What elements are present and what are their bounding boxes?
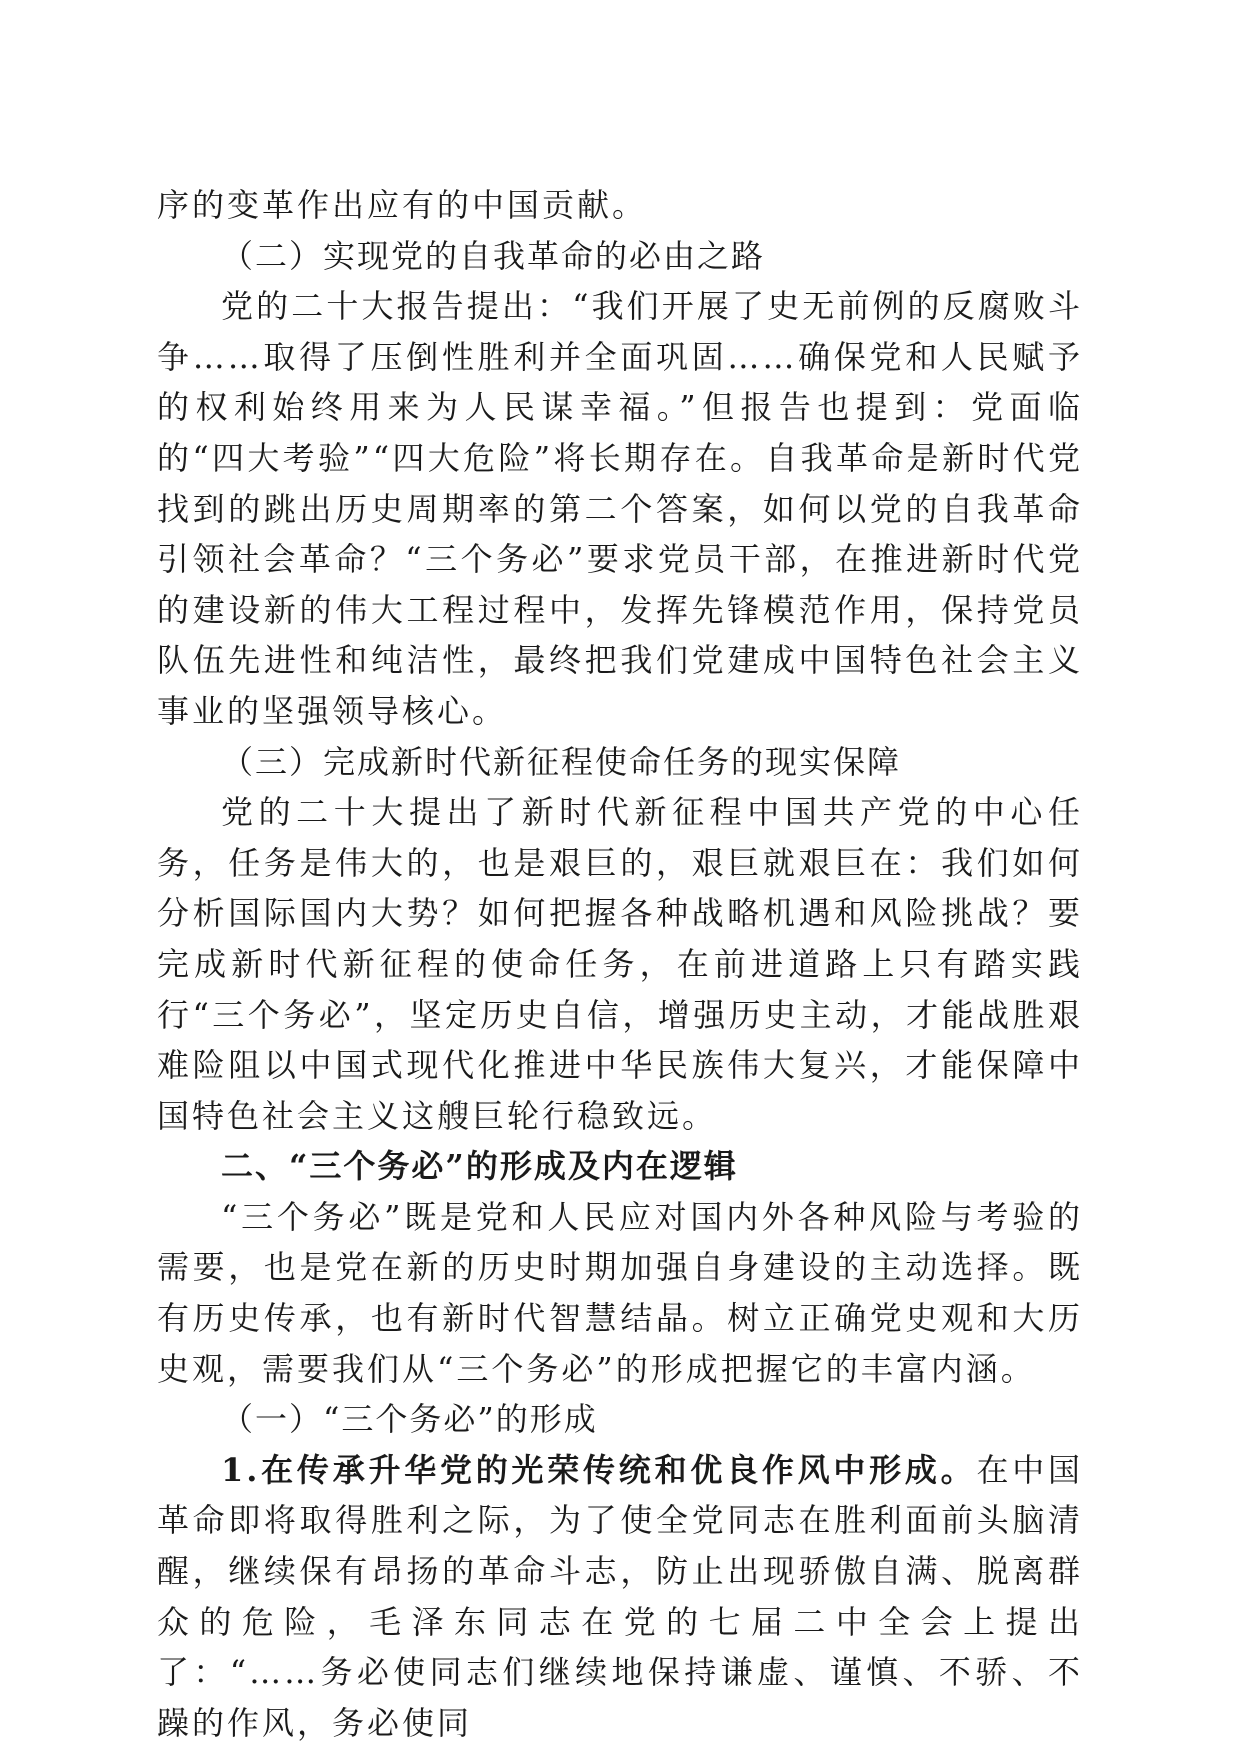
paragraph-lead-sentence: 1.在传承升华党的光荣传统和优良作风中形成。 — [221, 1450, 977, 1489]
document-body — [157, 180, 1083, 1748]
section-heading-3-1: （一）“三个务必”的形成 — [221, 1400, 598, 1439]
paragraph-body-text: 在中国革命即将取得胜利之际，为了使全党同志在胜利面前头脑清醒，继续保有昂扬的革命斗志，防止出现骄傲自满、脱离群众的危险，毛泽东同志在党的七届二中全会上提出了：“……务必使同志们继续地保持谦虚、谨慎、不骄、不躁的作风，务必使同 — [157, 1450, 1083, 1742]
paragraph-mission-guarantee: 党的二十大提出了新时代新征程中国共产党的中心任务，任务是伟大的，也是艰巨的，艰巨就艰巨在：我们如何分析国际国内大势？如何把握各种战略机遇和风险挑战？要完成新时代新征程的使命任务，在前进道路上只有踏实践行“三个务必”，坚定历史自信，增强历史主动，才能战胜艰难险阻以中国式现代化推进中华民族伟大复兴，才能保障中国特色社会主义这艘巨轮行稳致远。 — [157, 793, 1083, 1135]
section-heading-2-2: （二）实现党的自我革命的必由之路 — [221, 236, 766, 275]
chapter-heading-2: 二、“三个务必”的形成及内在逻辑 — [221, 1147, 738, 1186]
paragraph-inheritance — [157, 1445, 1083, 1749]
paragraph-self-revolution: 党的二十大报告提出：“我们开展了史无前例的反腐败斗争……取得了压倒性胜利并全面巩固……确保党和人民赋予的权利始终用来为人民谋幸福。”但报告也提到：党面临的“四大考验”“四大危险”将长期存在。自我革命是新时代党找到的跳出历史周期率的第二个答案，如何以党的自我革命引领社会革命？“三个务必”要求党员干部，在推进新时代党的建设新的伟大工程过程中，发挥先锋模范作用，保持党员队伍先进性和纯洁性，最终把我们党建成中国特色社会主义事业的坚强领导核心。 — [157, 287, 1083, 730]
paragraph-continuation: 序的变革作出应有的中国贡献。 — [157, 186, 648, 224]
section-heading-2-3: （三）完成新时代新征程使命任务的现实保障 — [221, 742, 902, 781]
paragraph-formation-logic: “三个务必”既是党和人民应对国内外各种风险与考验的需要，也是党在新的历史时期加强自身建设的主动选择。既有历史传承，也有新时代智慧结晶。树立正确党史观和大历史观，需要我们从“三个务必”的形成把握它的丰富内涵。 — [157, 1197, 1083, 1388]
